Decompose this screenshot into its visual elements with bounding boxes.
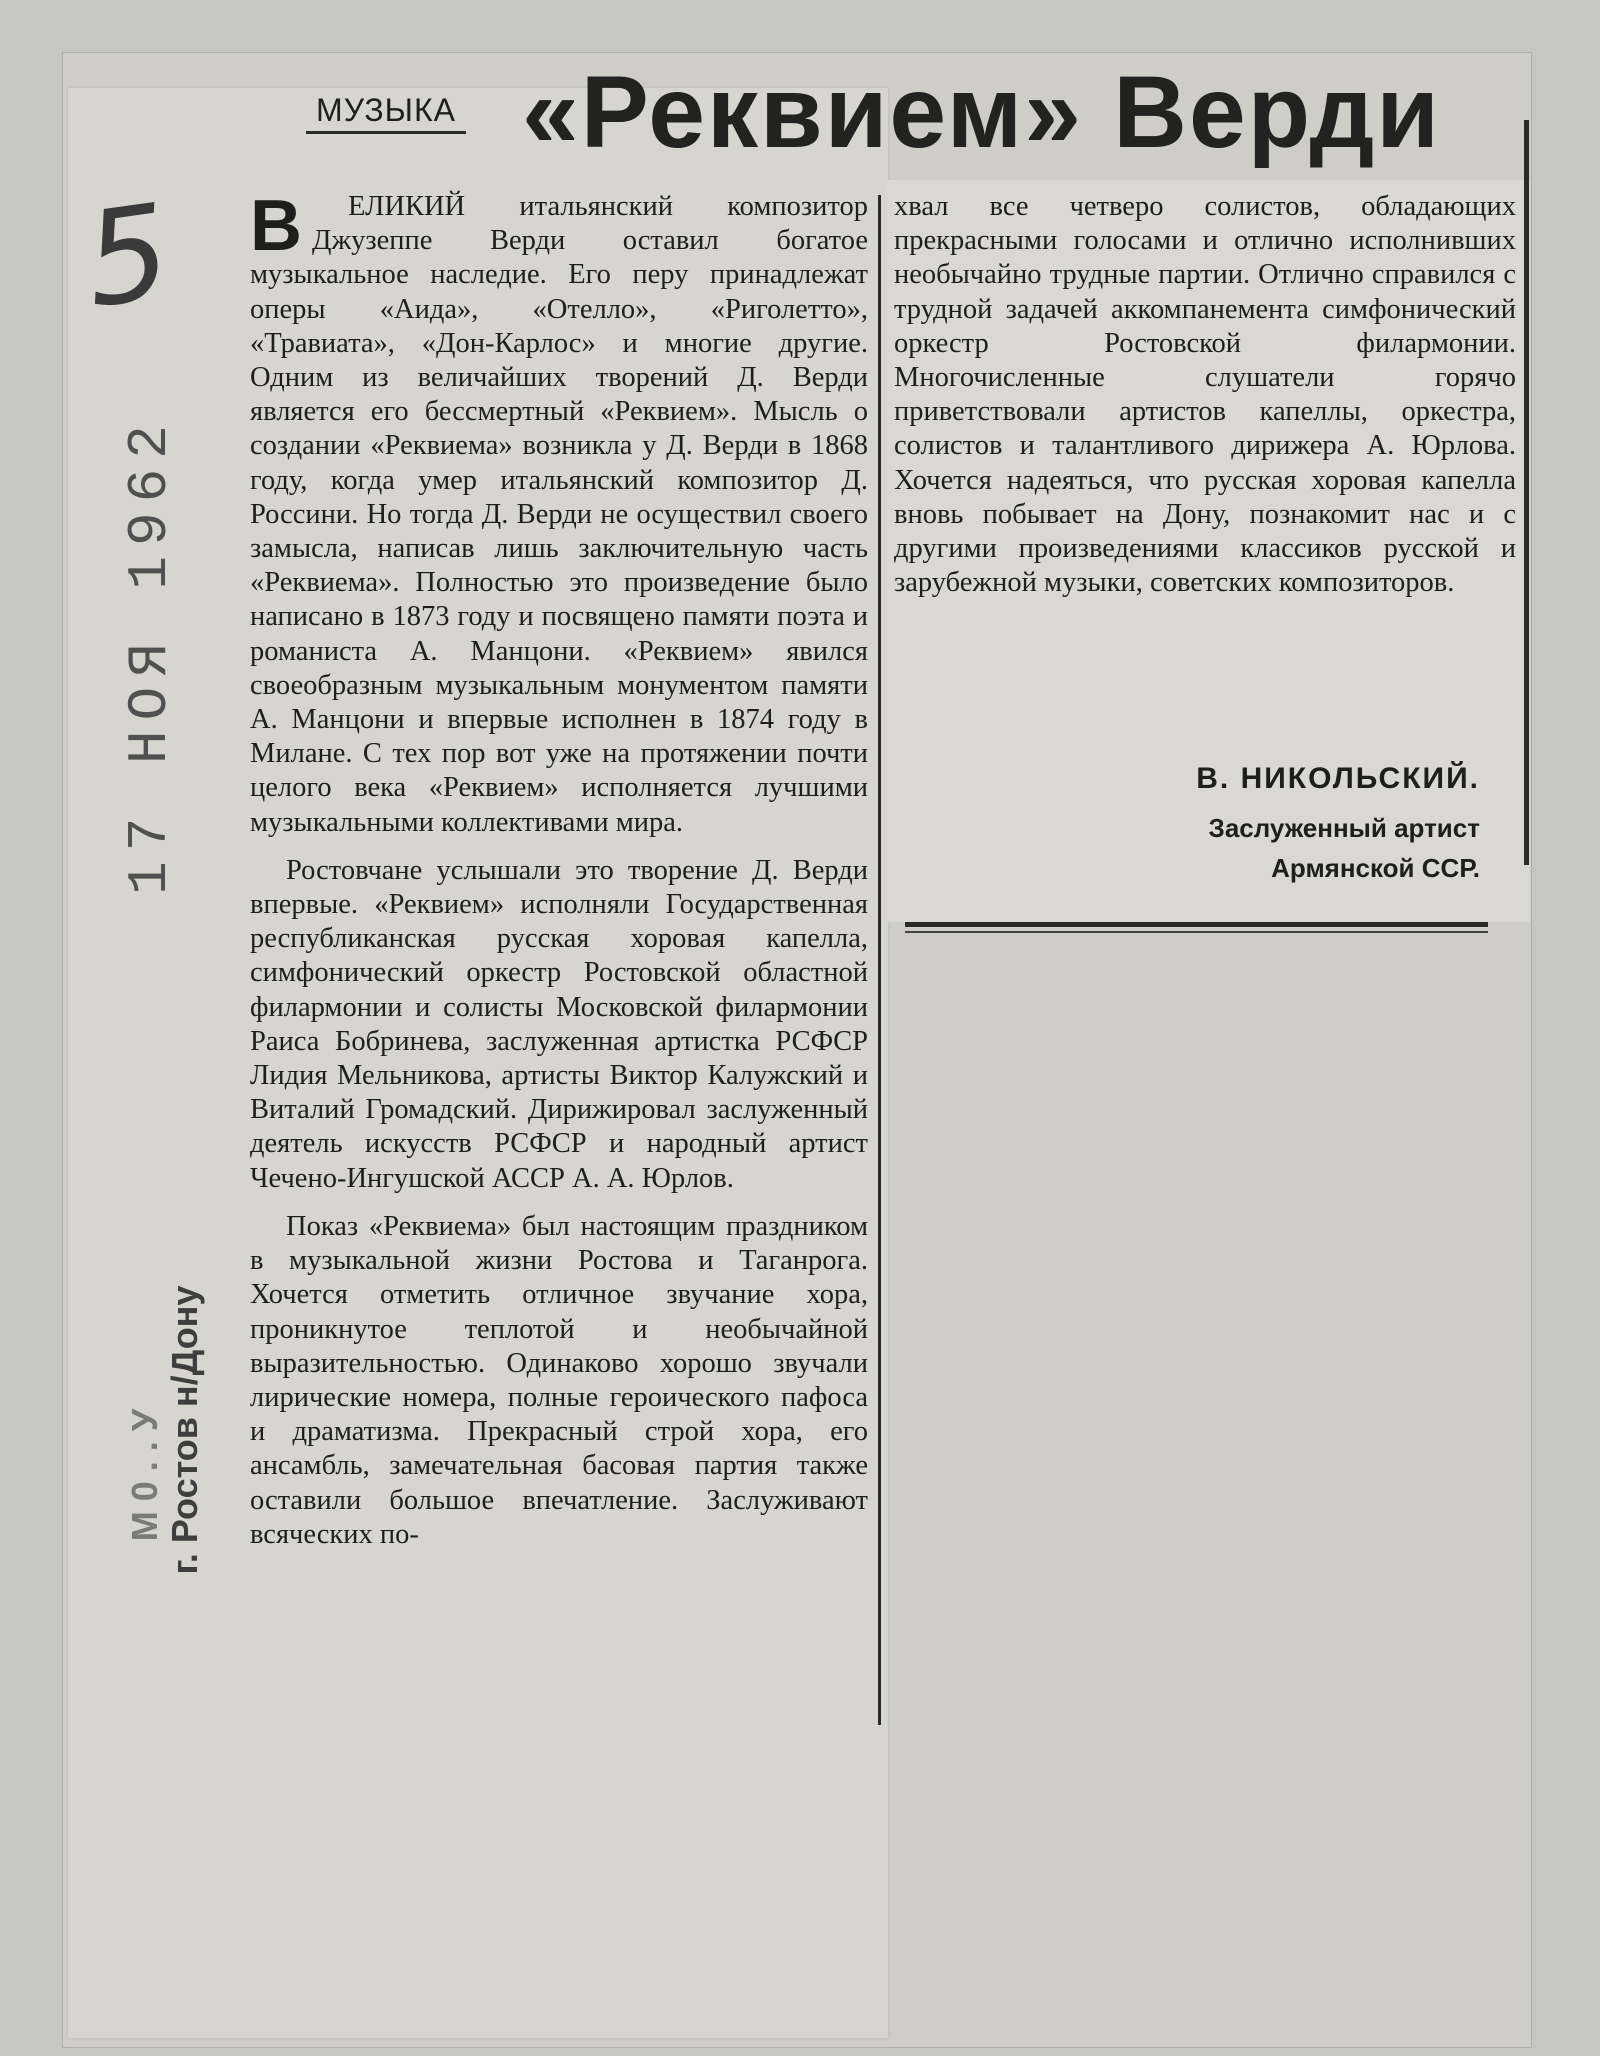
box-rule-bottom-thin (905, 931, 1488, 933)
paragraph: хвал все четверо солистов, обладающих прекрасными голосами и отлично исполнивших необычайно трудные партии. Отлично справился с трудной задачей аккомпанемента симфонический оркестр Ростовской филармонии. Многочисленные слушатели горячо приветствовали артистов капеллы, оркестра, солистов и талантливого дирижера А. Юрлова. Хочется надеяться, что русская хоровая капелла вновь побывает на Дону, познакомит нас и с другими произведениями классиков русской и зарубежной музыки, советских композиторов. (894, 191, 1516, 599)
column-divider (878, 195, 881, 1725)
author-title: Заслуженный артист Армянской ССР. (1208, 813, 1480, 883)
paragraph: Ростовчане услышали это творение Д. Верди впервые. «Реквием» исполняли Государственная республиканская русская хоровая капелла, симфонический оркестр Ростовской областной филармонии и солисты Московской филармонии Раиса Бобринева, заслуженная артистка РСФСР Лидия Мельникова, артисты Виктор Калужский и Виталий Громадский. Дирижировал заслуженный деятель искусств РСФСР и народный артист Чечено-Ингушской АССР А. А. Юрлов. (250, 854, 868, 1194)
drop-cap: В (250, 186, 302, 266)
box-rule-right (1524, 120, 1529, 865)
box-rule-bottom (905, 922, 1488, 927)
author-name: В. НИКОЛЬСКИЙ. (1196, 762, 1480, 795)
paragraph: В ЕЛИКИЙ итальянский композитор Джузеппе Верди оставил богатое музыкальное наследие. Его перу принадлежат оперы «Аида», «Отелло», «Риголетто», «Травиата», «Дон-Карлос» и многие другие. Одним из величайших творений Д. Верди является его бессмертный «Реквием». Мысль о создании «Реквиема» возникла у Д. Верди в 1868 году, когда умер итальянский композитор Д. Россини. Но тогда Д. Верди не осуществил своего замысла, написав лишь заключительную часть «Реквиема». Полностью это произведение было написано в 1873 году и посвящено памяти поэта и романиста А. Манцони. «Реквием» явился своеобразным музыкальным монументом памяти А. Манцони и впервые исполнен в 1874 году в Милане. С тех пор вот уже на протяжении почти целого века «Реквием» исполняется лучшими музыкальными коллективами мира. (250, 190, 868, 840)
article-left-column (250, 186, 868, 1552)
article-title: «Реквием» Верди (522, 55, 1441, 169)
article-right-column (894, 190, 1516, 600)
paragraph: Показ «Реквиема» был настоящим праздником в музыкальной жизни Ростова и Таганрога. Хочется отметить отличное звучание хора, проникнутое теплотой и необычайной выразительностью. Одинаково хорошо звучали лирические номера, полные героического пафоса и драматизма. Прекрасный строй хора, его ансамбль, замечательная басовая партия также оставили большое впечатление. Заслуживают всяческих по- (250, 1210, 868, 1550)
section-rubric: МУЗЫКА (306, 92, 466, 134)
handwritten-page-number: 5 (75, 174, 179, 338)
